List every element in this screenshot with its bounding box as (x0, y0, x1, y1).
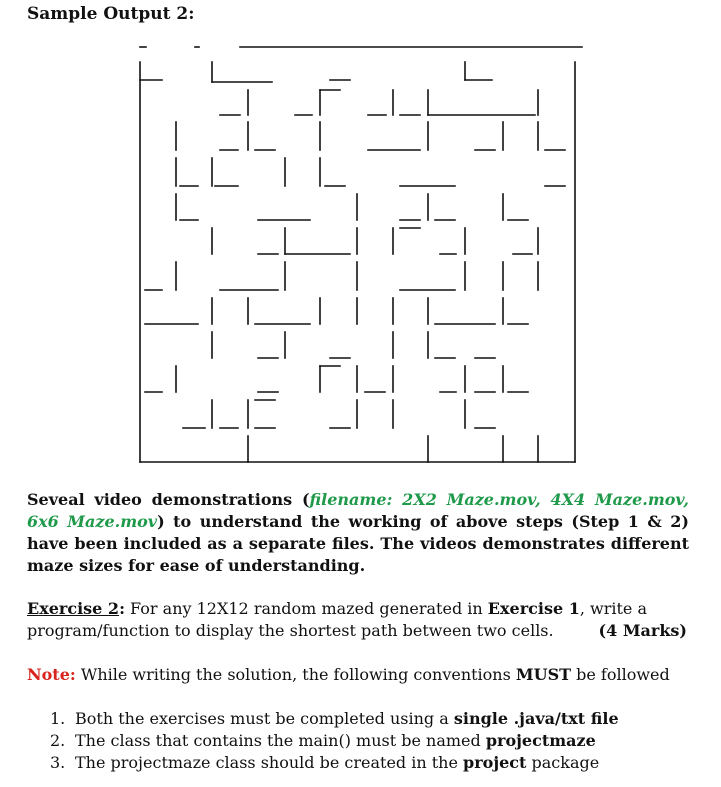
exercise-text-after: , write a program/function to display the shortest path between two cells. (27, 599, 647, 640)
conventions-list (50, 708, 690, 774)
exercise-marks: (4 Marks) (598, 621, 687, 640)
list-text: The class that contains the main() must be named (75, 731, 486, 750)
exercise-2-paragraph (27, 598, 689, 642)
list-item (50, 730, 690, 752)
list-emphasis: project (463, 753, 527, 772)
exercise-colon: : (119, 599, 125, 618)
list-text: The projectmaze class should be created in the (75, 753, 464, 772)
list-item (50, 708, 690, 730)
note-text-before: While writing the solution, the following conventions (75, 665, 516, 684)
list-emphasis: projectmaze (485, 731, 596, 750)
exercise-label: Exercise 2 (27, 599, 120, 618)
list-number: 3. (50, 753, 66, 772)
demo-lead-text: Seveal video demonstrations ( (27, 490, 310, 509)
note-paragraph (27, 664, 689, 686)
list-emphasis: single .java/txt file (453, 709, 619, 728)
list-item (50, 752, 690, 774)
note-text-after: be followed (571, 665, 670, 684)
demo-tail-text: ) to understand the working of above steps (Step 1 & 2) have been included as a separate files. The videos demonstrates different maze sizes for ease of understanding. (27, 512, 690, 575)
note-label: Note: (27, 665, 76, 684)
exercise-reference: Exercise 1 (487, 599, 580, 618)
list-number: 2. (50, 731, 66, 750)
list-number: 1. (50, 709, 66, 728)
exercise-text-before: For any 12X12 random mazed generated in (124, 599, 488, 618)
note-emphasis: MUST (515, 665, 572, 684)
list-text: Both the exercises must be completed using a (75, 709, 454, 728)
video-demonstrations-paragraph (27, 489, 689, 577)
sample-output-heading: Sample Output 2: (27, 4, 195, 24)
demo-filenames: filename: 2X2 Maze.mov, 4X4 Maze.mov, 6x6 Maze.mov (27, 490, 689, 531)
list-text-after: package (526, 753, 600, 772)
